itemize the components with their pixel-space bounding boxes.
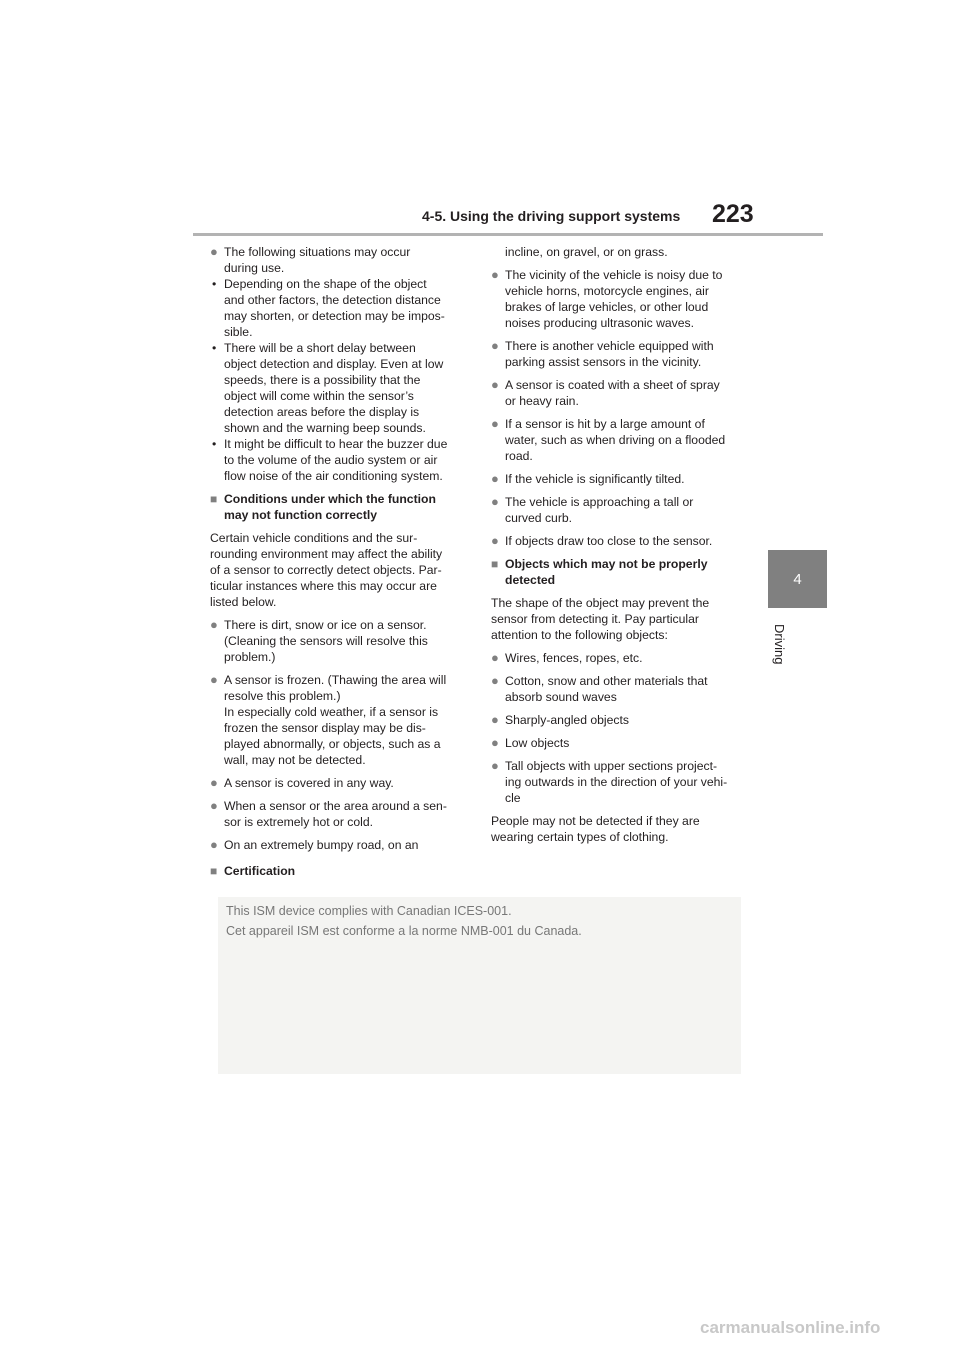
sub-item: • It might be difficult to hear the buzzer due to the volume of the audio system or air flow noise of the air conditioning system. — [212, 437, 448, 483]
bullet-icon: ● — [491, 650, 499, 665]
sub-item: • There will be a short delay between object detection and display. Even at low speeds, there is a possibility that the object will come within the sensor’s detection areas before the display is shown and the warning beep sounds. — [212, 341, 444, 435]
bullet-icon: ● — [491, 267, 499, 282]
header-rule — [193, 233, 823, 236]
certification-heading: ■ Certification — [210, 864, 296, 878]
sub-item: • Depending on the shape of the object and other factors, the detection distance may shorten, or detection may be impos- sible. — [212, 277, 445, 339]
paragraph: The shape of the object may prevent the sensor from detecting it. Pay particular attention to the following objects: — [491, 596, 710, 642]
list-item: ● A sensor is frozen. (Thawing the area will resolve this problem.) In especially cold weather, if a sensor is frozen the sensor display may be dis- played abnormally, or objects, such as a wall, may not be detected. — [210, 672, 447, 767]
list-item: ● On an extremely bumpy road, on an — [210, 837, 419, 852]
section-heading: ■ Objects which may not be properly detected — [491, 557, 708, 587]
bullet-icon: ● — [210, 837, 218, 852]
paragraph: People may not be detected if they are wearing certain types of clothing. — [491, 814, 700, 844]
bullet-icon: ● — [491, 758, 499, 773]
section-heading: ■ Conditions under which the function may not function correctly — [210, 492, 436, 522]
bullet-icon: ● — [491, 735, 499, 750]
bullet-icon: ● — [210, 244, 218, 259]
bullet-icon: ● — [210, 617, 218, 632]
chapter-tab[interactable] — [768, 550, 827, 608]
list-item: ● The vicinity of the vehicle is noisy due to vehicle horns, motorcycle engines, air brakes of large vehicles, or other loud noises producing ultrasonic waves. — [491, 267, 723, 330]
list-item: ● Low objects — [491, 735, 570, 750]
list-item: ● When a sensor or the area around a sen- sor is extremely hot or cold. — [210, 798, 447, 829]
list-item: ● There is another vehicle equipped with parking assist sensors in the vicinity. — [491, 338, 714, 369]
dot-icon: • — [212, 341, 217, 355]
watermark: carmanualsonline.info — [700, 1318, 881, 1337]
chapter-tab-number: 4 — [793, 570, 802, 588]
square-bullet-icon: ■ — [210, 864, 218, 878]
square-bullet-icon: ■ — [210, 492, 218, 506]
dot-icon: • — [212, 437, 217, 451]
dot-icon: • — [212, 277, 217, 291]
list-item-continuation: incline, on gravel, or on grass. — [505, 245, 668, 259]
list-item: ● Tall objects with upper sections project- ing outwards in the direction of your vehi- cle — [491, 758, 728, 805]
right-column — [491, 244, 753, 852]
bullet-icon: ● — [491, 471, 499, 486]
list-item: ● If a sensor is hit by a large amount of water, such as when driving on a flooded road. — [491, 416, 726, 463]
sub-list — [210, 276, 472, 484]
chapter-tab-label: Driving — [772, 624, 787, 665]
bullet-icon: ● — [210, 798, 218, 813]
bullet-icon: ● — [210, 775, 218, 790]
bullet-icon: ● — [491, 494, 499, 509]
bullet-icon: ● — [491, 673, 499, 688]
list-item: ● A sensor is coated with a sheet of spray or heavy rain. — [491, 377, 720, 408]
certification-box — [218, 897, 741, 1074]
list-item: ● The vehicle is approaching a tall or curved curb. — [491, 494, 694, 525]
page-header-title: 4-5. Using the driving support systems — [422, 208, 681, 224]
square-bullet-icon: ■ — [491, 557, 499, 571]
bullet-icon: ● — [491, 533, 499, 548]
bullet-icon: ● — [210, 672, 218, 687]
list-item: ● The following situations may occur during use. — [210, 244, 411, 275]
certification-line-1: This ISM device complies with Canadian ICES-001. — [226, 904, 512, 918]
list-item: ● If objects draw too close to the sensor. — [491, 533, 713, 548]
left-column — [210, 244, 472, 860]
list-item: ● Wires, fences, ropes, etc. — [491, 650, 643, 665]
list-item: ● A sensor is covered in any way. — [210, 775, 394, 790]
list-item: ● There is dirt, snow or ice on a sensor. (Cleaning the sensors will resolve this problem.) — [210, 617, 428, 664]
list-item: ● If the vehicle is significantly tilted. — [491, 471, 685, 486]
bullet-icon: ● — [491, 712, 499, 727]
list-item: ● Cotton, snow and other materials that absorb sound waves — [491, 673, 708, 704]
certification-line-2: Cet appareil ISM est conforme a la norme NMB-001 du Canada. — [226, 924, 582, 938]
bullet-icon: ● — [491, 416, 499, 431]
list-item: ● Sharply-angled objects — [491, 712, 629, 727]
page-number: 223 — [712, 200, 754, 228]
bullet-icon: ● — [491, 338, 499, 353]
paragraph: Certain vehicle conditions and the sur- rounding environment may affect the ability of a sensor to correctly detect objects. Par- ticular instances where this may occur are listed below. — [210, 531, 443, 609]
bullet-icon: ● — [491, 377, 499, 392]
